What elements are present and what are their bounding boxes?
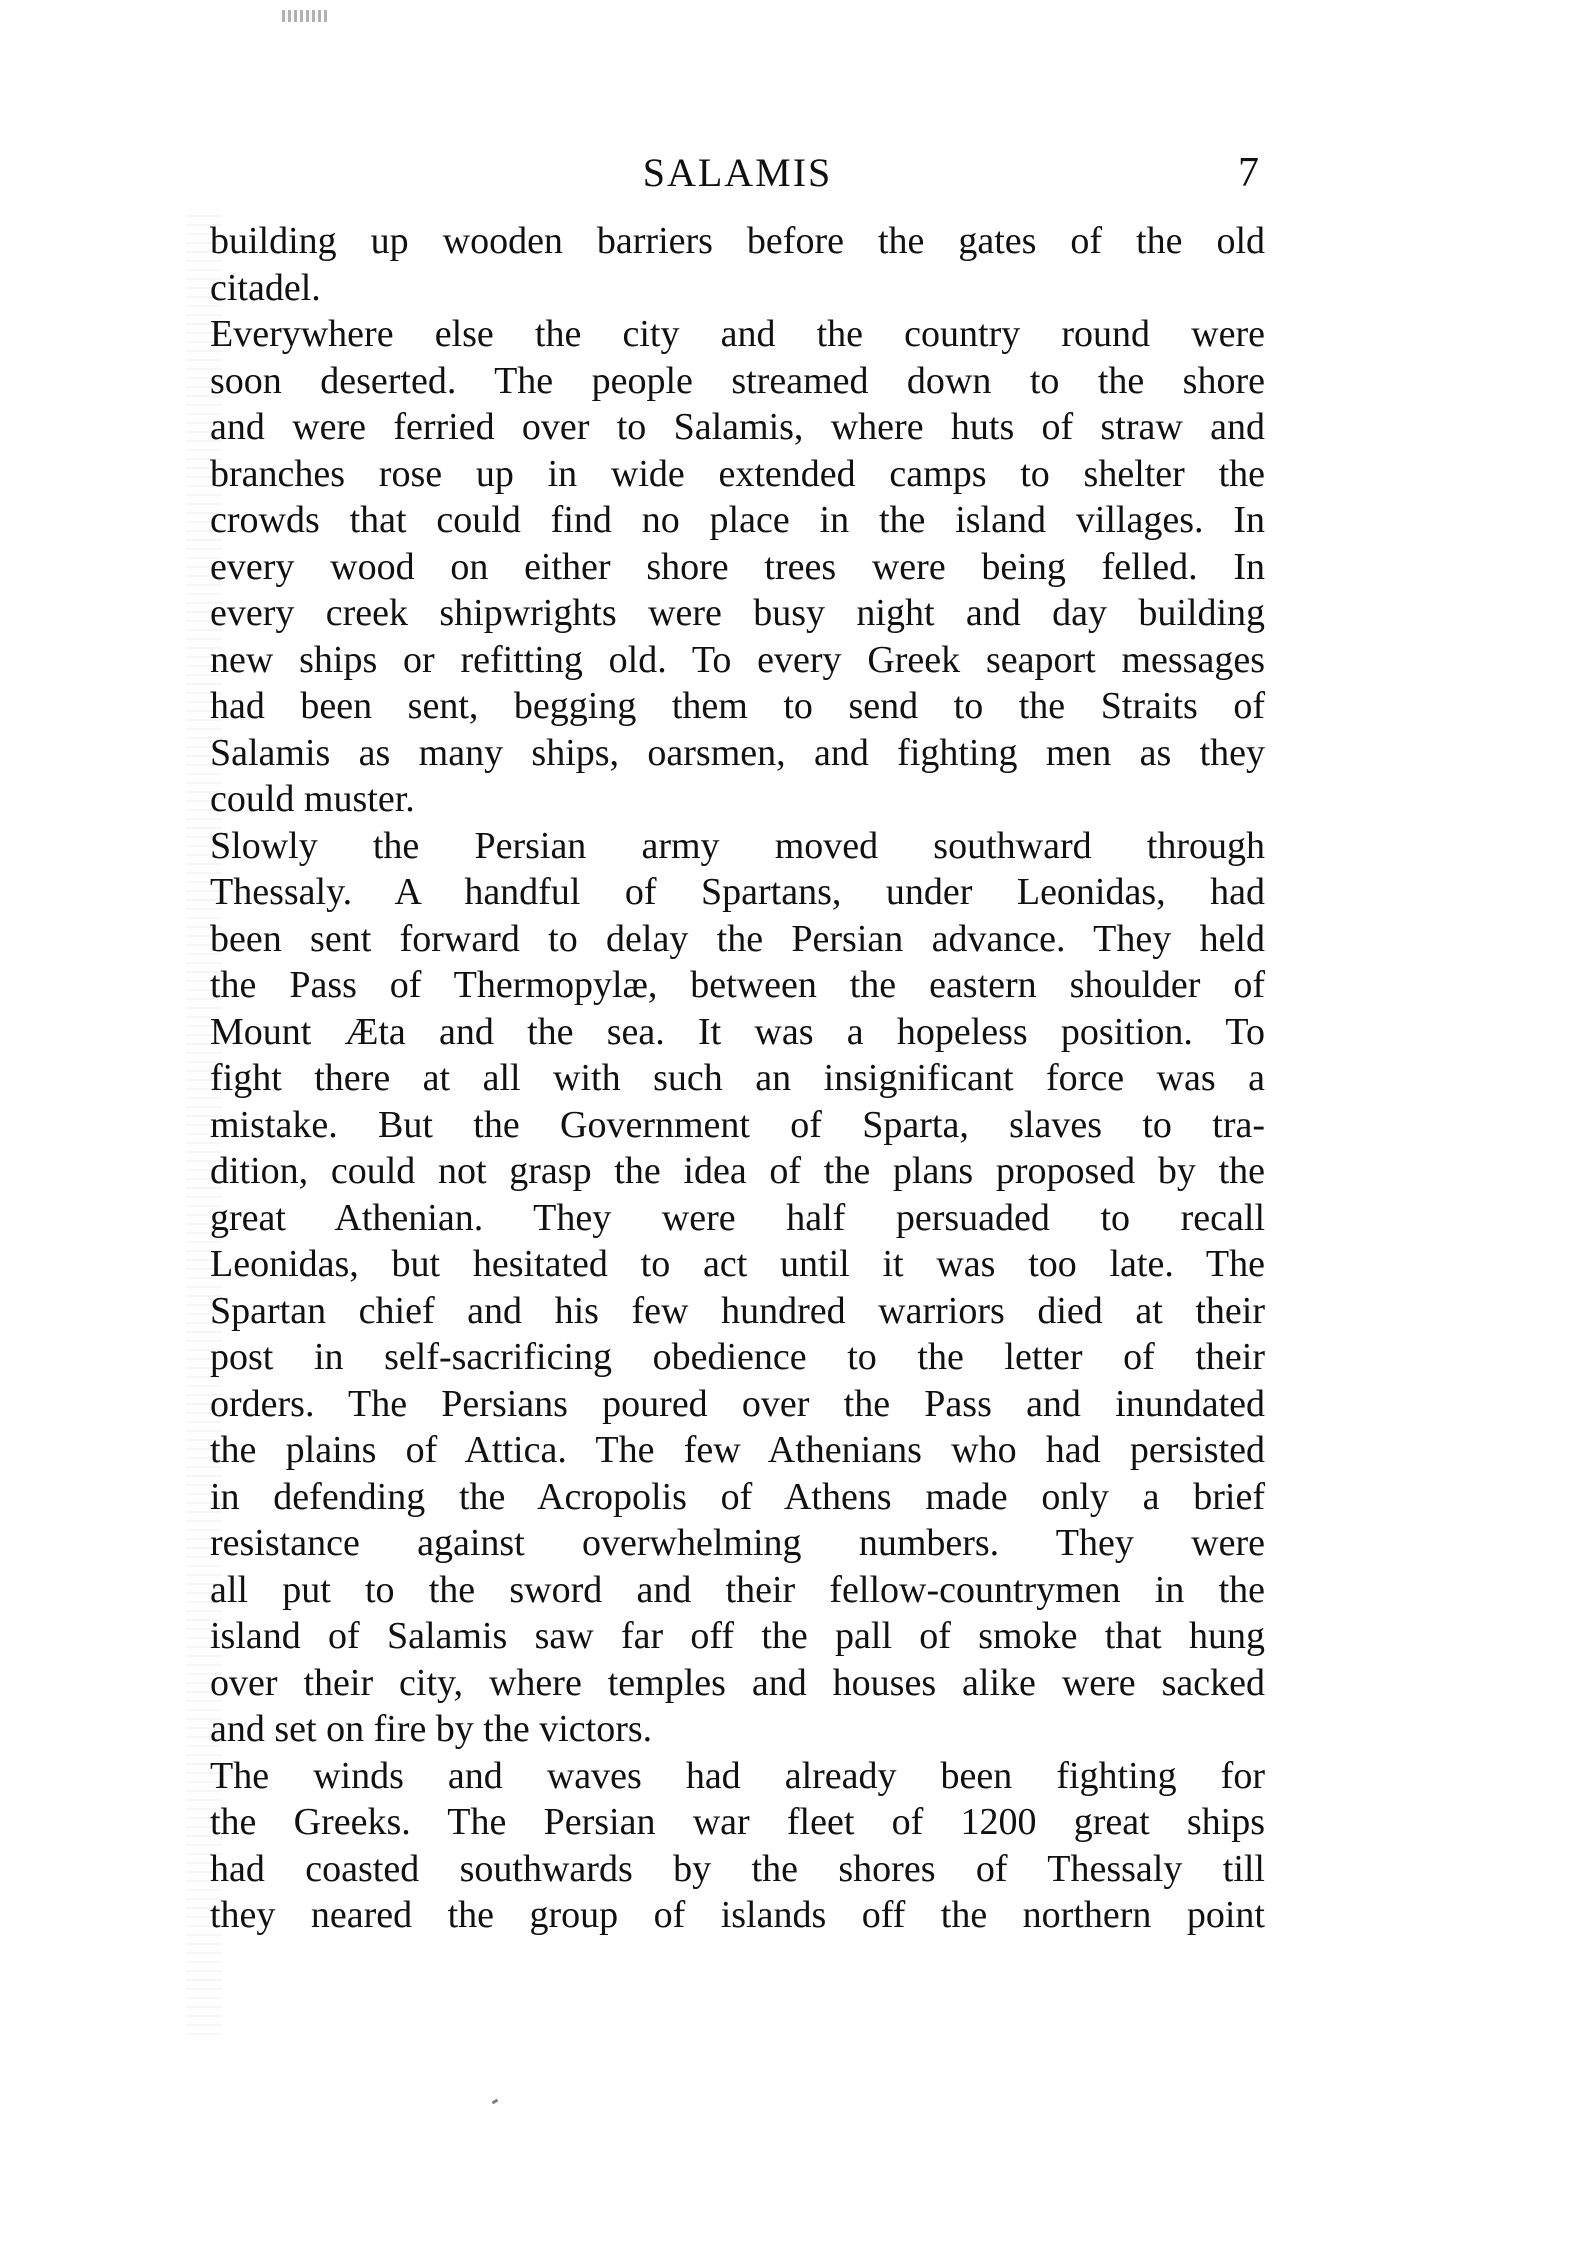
text-line: post in self-sacrificing obedience to the letter of their xyxy=(210,1336,1265,1378)
text-line: every creek shipwrights were busy night and day building xyxy=(210,592,1265,634)
text-line: the Pass of Thermopylæ, between the eastern shoulder of xyxy=(210,964,1265,1006)
text-line: Spartan chief and his few hundred warriors died at their xyxy=(210,1289,1265,1332)
text-line: and were ferried over to Salamis, where huts of straw and xyxy=(210,406,1265,448)
page-header xyxy=(210,145,1265,201)
text-line: all put to the sword and their fellow-countrymen in the xyxy=(210,1568,1265,1611)
text-line: The winds and waves had already been fighting for xyxy=(210,1754,1265,1797)
text-line: been sent forward to delay the Persian advance. They held xyxy=(210,917,1265,960)
text-line: citadel. xyxy=(210,266,321,309)
text-line: they neared the group of islands off the northern point xyxy=(210,1894,1265,1936)
text-line: the Greeks. The Persian war fleet of 1200 great ships xyxy=(210,1801,1265,1843)
text-line: Thessaly. A handful of Spartans, under Leonidas, had xyxy=(210,871,1265,913)
text-line: orders. The Persians poured over the Pass and inundated xyxy=(210,1382,1265,1425)
text-line: every wood on either shore trees were being felled. In xyxy=(210,545,1265,588)
text-line: in defending the Acropolis of Athens made only a brief xyxy=(210,1475,1265,1518)
text-line: Everywhere else the city and the country round were xyxy=(210,313,1265,355)
text-line: island of Salamis saw far off the pall of smoke that hung xyxy=(210,1615,1265,1657)
text-line: over their city, where temples and houses alike were sacked xyxy=(210,1661,1265,1704)
text-line: Mount Æta and the sea. It was a hopeless position. To xyxy=(210,1010,1265,1053)
text-line: had coasted southwards by the shores of Thessaly till xyxy=(210,1847,1265,1890)
scan-artifact xyxy=(282,10,328,22)
text-line: and set on fire by the victors. xyxy=(210,1708,653,1750)
text-line: building up wooden barriers before the gates of the old xyxy=(210,220,1265,262)
text-line: Leonidas, but hesitated to act until it was too late. The xyxy=(210,1243,1265,1285)
running-title: SALAMIS xyxy=(642,150,833,195)
text-line: Salamis as many ships, oarsmen, and fighting men as they xyxy=(210,731,1265,774)
page-number: 7 xyxy=(1238,150,1259,196)
text-line: the plains of Attica. The few Athenians who had persisted xyxy=(210,1429,1265,1471)
text-line: resistance against overwhelming numbers. They were xyxy=(210,1522,1265,1564)
text-line: fight there at all with such an insignificant force was a xyxy=(210,1057,1265,1099)
text-line: soon deserted. The people streamed down to the shore xyxy=(210,359,1265,402)
text-line: crowds that could find no place in the island villages. In xyxy=(210,499,1265,541)
text-line: mistake. But the Government of Sparta, slaves to tra- xyxy=(210,1103,1265,1146)
text-line: Slowly the Persian army moved southward through xyxy=(210,824,1265,867)
text-line: great Athenian. They were half persuaded to recall xyxy=(210,1196,1265,1239)
text-line: could muster. xyxy=(210,778,415,820)
text-line: branches rose up in wide extended camps to shelter the xyxy=(210,452,1265,495)
text-line: new ships or refitting old. To every Greek seaport messages xyxy=(210,638,1265,681)
stray-ink-mark xyxy=(492,2099,499,2105)
text-line: dition, could not grasp the idea of the plans proposed by the xyxy=(210,1150,1265,1192)
text-line: had been sent, begging them to send to the Straits of xyxy=(210,685,1265,727)
body-text xyxy=(210,218,1265,1939)
